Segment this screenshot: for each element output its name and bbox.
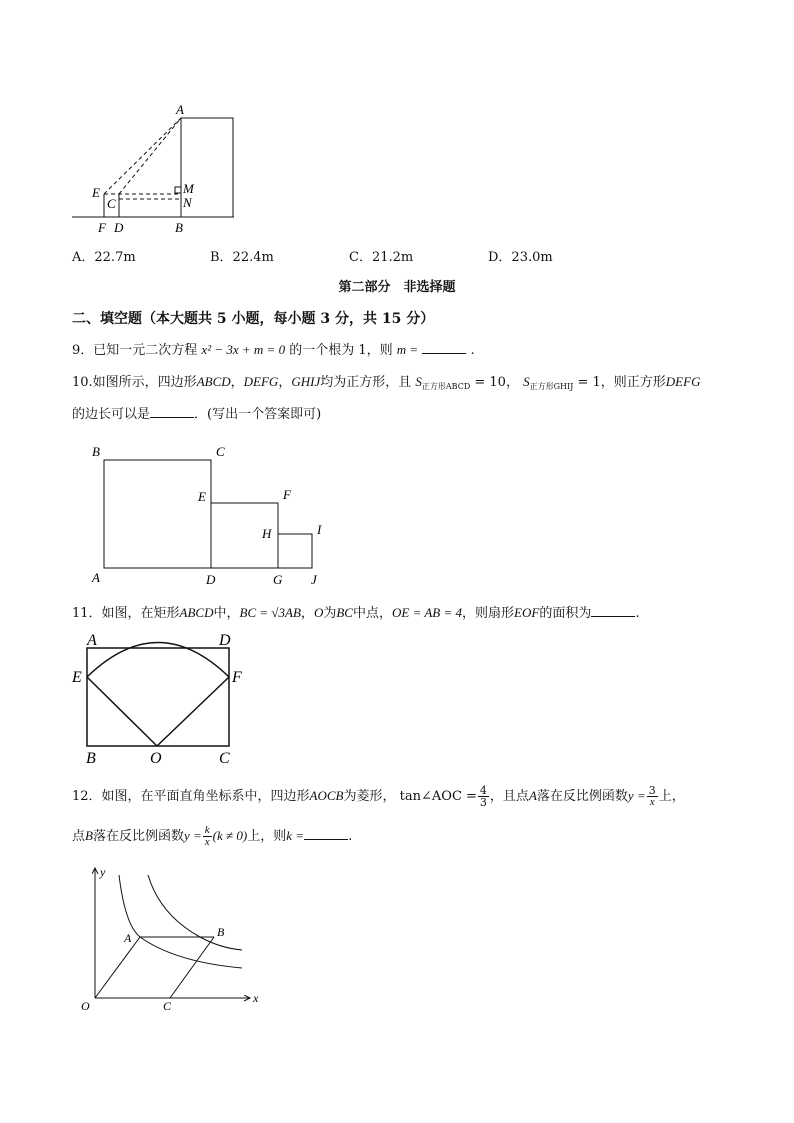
q12-tail1: 上， [658, 789, 685, 804]
q12-f1-den: x [649, 796, 655, 808]
label-F: F [283, 487, 291, 502]
q12-end: . [348, 829, 353, 844]
q9-var: m = [396, 342, 419, 357]
q12-tan-num: 4 [479, 784, 487, 797]
q10-square-ghij: GHIJ [291, 374, 321, 389]
q12-b: B [85, 828, 93, 843]
label-J: J [311, 572, 317, 587]
q10-area2-label: S [523, 374, 530, 389]
q10-tail: ，则正方形 [600, 375, 666, 390]
label-A: A [176, 102, 184, 117]
q11-cond2: OE = AB = 4 [391, 605, 463, 620]
label-x: x [253, 991, 259, 1005]
curve-y-3-over-x [119, 875, 242, 968]
q10-prefix: 10.如图所示，四边形 [72, 375, 197, 390]
q12-mid1: 为菱形， [343, 789, 396, 804]
curve-y-k-over-x [148, 875, 242, 950]
q12-f2-num: k [204, 824, 210, 836]
section-heading: 二、填空题（本大题共 5 小题，每小题 3 分，共 15 分） [72, 311, 435, 327]
label-C: C [107, 196, 116, 211]
label-G: G [273, 572, 283, 587]
side-oa [95, 937, 140, 998]
part-two-title: 第二部分 非选择题 [338, 280, 456, 295]
q11-cond1: BC = √3AB [239, 605, 301, 620]
label-A: A [87, 632, 97, 649]
q11-mid4: 中点， [352, 606, 392, 621]
q10-mid: 均为正方形，且 [320, 375, 412, 390]
label-C: C [219, 750, 230, 767]
q11-sector: EOF [514, 605, 540, 620]
q9-end: . [470, 343, 475, 358]
q12-f1-num: 3 [648, 784, 656, 797]
q12-kvar: k = [286, 828, 305, 843]
q10-area1-val: = 10 [474, 375, 506, 390]
label-B: B [92, 444, 100, 459]
q10-square-abcd: ABCD [196, 374, 231, 389]
q11-o: O [313, 605, 324, 620]
q10-sep2: ， [278, 375, 292, 390]
q11-prefix: 11．如图，在矩形 [72, 606, 180, 621]
q12-line2-prefix: 点 [72, 829, 86, 844]
label-F: F [98, 220, 106, 235]
q9-suffix: 的一个根为 1，则 [289, 343, 393, 358]
q12-mid2: ，且点 [489, 789, 529, 804]
q12-tan: tan∠AOC = [399, 789, 477, 804]
q12-f2-den: x [204, 836, 210, 848]
label-H: H [262, 526, 272, 541]
label-M: M [183, 181, 194, 196]
q10-sep1: ， [230, 375, 244, 390]
q10-square-defg: DEFG [243, 374, 279, 389]
label-E: E [72, 669, 82, 686]
label-C: C [216, 444, 225, 459]
q9-equation: x² − 3x + m = 0 [201, 342, 286, 357]
label-C: C [163, 999, 172, 1013]
q10-area2-sub: 正方形GHIJ [529, 382, 574, 391]
label-y: y [100, 865, 106, 879]
q10-sep3: ， [505, 375, 519, 390]
option-a[interactable]: A．22.7m [72, 250, 136, 265]
q12-y1: y = [627, 788, 646, 803]
label-B: B [175, 220, 183, 235]
q11-mid5: ，则扇形 [462, 606, 515, 621]
q10-line2: 的边长可以是 [72, 407, 151, 422]
label-A: A [92, 570, 100, 585]
q11-mid1: 中， [213, 606, 240, 621]
q10-area1-label: S [415, 374, 422, 389]
q11-rect: ABCD [179, 605, 214, 620]
label-B: B [217, 925, 225, 939]
q12-tan-den: 3 [479, 796, 487, 809]
label-N: N [183, 195, 192, 210]
q11-bc: BC [336, 605, 353, 620]
q10-square-defg-2: DEFG [665, 374, 701, 389]
side-bc [170, 937, 214, 998]
label-D: D [206, 572, 216, 587]
q12-cond: (k ≠ 0) [212, 828, 248, 843]
q10-area1-sub: 正方形ABCD [421, 382, 471, 391]
q11-end: . [635, 606, 640, 621]
q12-line2-mid: 落在反比例函数 [92, 829, 184, 844]
label-B: B [86, 750, 96, 767]
q10-area2-val: = 1 [577, 375, 601, 390]
label-O: O [150, 750, 162, 767]
label-O: O [81, 999, 90, 1013]
q12-line2-tail: 上，则 [247, 829, 287, 844]
option-c[interactable]: C．21.2m [349, 250, 414, 265]
label-D: D [219, 632, 231, 649]
q9-prefix: 9．已知一元二次方程 [72, 343, 198, 358]
q10-note: ．(写出一个答案即可) [194, 407, 322, 422]
q12-quad: AOCB [309, 788, 344, 803]
q11-mid3: 为 [323, 606, 337, 621]
label-E: E [198, 489, 206, 504]
q11-tail: 的面积为 [539, 606, 592, 621]
label-F: F [232, 669, 242, 686]
label-A: A [124, 931, 132, 945]
label-D: D [114, 220, 124, 235]
q12-mid3: 落在反比例函数 [536, 789, 628, 804]
q12-prefix: 12．如图，在平面直角坐标系中，四边形 [72, 789, 310, 804]
label-E: E [92, 185, 100, 200]
option-b[interactable]: B．22.4m [210, 250, 274, 265]
label-I: I [317, 522, 322, 537]
q12-a: A [528, 788, 537, 803]
option-d[interactable]: D．23.0m [488, 250, 553, 265]
q12-y2: y = [183, 828, 202, 843]
q11-mid2: ， [300, 606, 314, 621]
